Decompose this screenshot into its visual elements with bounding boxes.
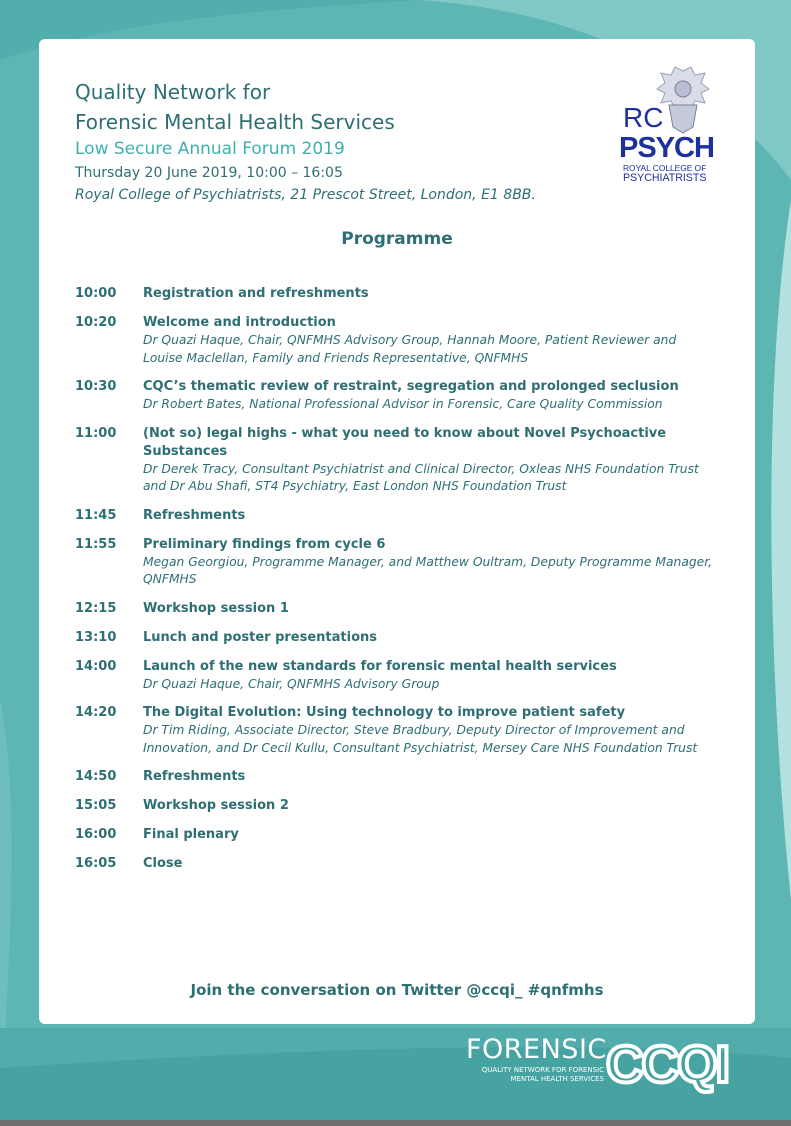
programme-item: [75, 658, 715, 694]
network-title-line1: Quality Network for: [75, 80, 271, 104]
programme-item: [75, 768, 715, 786]
programme-item-speaker: Dr Quazi Haque, Chair, QNFMHS Advisory Group, Hannah Moore, Patient Reviewer and Louise Maclellan, Family and Friends Representative, QNFMHS: [143, 333, 677, 365]
programme-item-time: 10:00: [75, 286, 117, 301]
programme-item-content: [143, 797, 715, 815]
programme-list: [75, 285, 715, 884]
programme-item-time: 10:30: [75, 379, 117, 394]
programme-item-speaker: Dr Derek Tracy, Consultant Psychiatrist and Clinical Director, Oxleas NHS Foundation Trust and Dr Abu Shafi, ST4 Psychiatry, East London NHS Foundation Trust: [143, 461, 699, 493]
logo-psych: PSYCH: [619, 132, 714, 164]
programme-item-content: [143, 600, 715, 618]
event-header: [75, 77, 595, 206]
programme-item-title: The Digital Evolution: Using technology to improve patient safety: [143, 705, 626, 720]
programme-item-content: [143, 285, 715, 303]
forensic-subtitle: QUALITY NETWORK FOR FORENSIC MENTAL HEALTH SERVICES: [481, 1066, 604, 1083]
programme-item: [75, 797, 715, 815]
logo-sub2: PSYCHIATRISTS: [623, 172, 707, 184]
programme-item: [75, 507, 715, 525]
programme-item-title: Workshop session 2: [143, 798, 289, 813]
programme-item-title: Final plenary: [143, 827, 239, 842]
programme-item: [75, 704, 715, 757]
programme-item-content: [143, 826, 715, 844]
programme-item-speaker: Dr Quazi Haque, Chair, QNFMHS Advisory Group: [143, 676, 440, 691]
forensic-wordmark: FORENSIC: [466, 1034, 607, 1065]
programme-item-time: 14:00: [75, 658, 117, 674]
event-name: Low Secure Annual Forum 2019: [75, 139, 345, 159]
programme-item-time: 12:15: [75, 600, 117, 616]
programme-card: [39, 39, 755, 1024]
programme-item-content: [143, 425, 715, 496]
programme-item-title: Registration and refreshments: [143, 286, 369, 301]
programme-item-content: [143, 507, 715, 525]
programme-item-content: [143, 314, 715, 367]
programme-item-time: 16:05: [75, 856, 117, 871]
programme-item: [75, 285, 715, 303]
crest-icon: [657, 67, 709, 133]
programme-item-time: 14:20: [75, 705, 117, 720]
twitter-callout: Join the conversation on Twitter @ccqi_ #qnfmhs: [190, 981, 604, 999]
programme-item: [75, 600, 715, 618]
programme-item-time: 11:55: [75, 536, 117, 552]
event-venue: Royal College of Psychiatrists, 21 Prescot Street, London, E1 8BB.: [75, 187, 536, 203]
programme-item: [75, 855, 715, 873]
ccqi-letters: CCQI: [606, 1036, 728, 1094]
programme-item-content: [143, 536, 715, 589]
ccqi-logo: [606, 1032, 766, 1096]
programme-item-title: Refreshments: [143, 769, 246, 784]
programme-item-speaker: Megan Georgiou, Programme Manager, and Matthew Oultram, Deputy Programme Manager, QNFMHS: [143, 554, 713, 586]
forensic-ccqi-brand: [466, 1034, 766, 1094]
rcpsych-logo: [615, 65, 725, 195]
footer-bottom-bar: [0, 1120, 791, 1126]
programme-item: [75, 826, 715, 844]
programme-item-title: Refreshments: [143, 507, 246, 523]
programme-item-time: 13:10: [75, 629, 117, 645]
programme-item: [75, 314, 715, 367]
programme-item-title: Close: [143, 856, 183, 871]
programme-item-speaker: Dr Robert Bates, National Professional Advisor in Forensic, Care Quality Commission: [143, 397, 663, 411]
programme-item-content: [143, 378, 715, 414]
event-date: Thursday 20 June 2019, 10:00 – 16:05: [75, 165, 343, 181]
programme-item-title: Preliminary findings from cycle 6: [143, 536, 386, 552]
programme-item-title: Lunch and poster presentations: [143, 629, 378, 645]
programme-item-time: 16:00: [75, 827, 117, 842]
programme-item-content: [143, 704, 715, 757]
programme-item: [75, 536, 715, 589]
programme-item-title: Welcome and introduction: [143, 315, 336, 330]
programme-heading: Programme: [341, 229, 453, 249]
programme-item-title: Launch of the new standards for forensic mental health services: [143, 658, 617, 674]
programme-item-time: 10:20: [75, 315, 117, 330]
logo-rc: RC: [623, 102, 664, 133]
programme-item: [75, 425, 715, 496]
programme-item-time: 14:50: [75, 769, 117, 784]
programme-item-time: 11:45: [75, 507, 117, 523]
programme-item-content: [143, 855, 715, 873]
programme-item-title: CQC’s thematic review of restraint, segregation and prolonged seclusion: [143, 379, 679, 394]
programme-item-content: [143, 658, 715, 694]
programme-item-content: [143, 629, 715, 647]
programme-item-time: 15:05: [75, 798, 117, 813]
programme-item-content: [143, 768, 715, 786]
logo-sub1: ROYAL COLLEGE OF: [623, 163, 707, 173]
network-title-line2: Forensic Mental Health Services: [75, 110, 395, 134]
programme-item: [75, 629, 715, 647]
programme-item-speaker: Dr Tim Riding, Associate Director, Steve Bradbury, Deputy Director of Improvement and Innovation, and Dr Cecil Kullu, Consultant Psychiatrist, Mersey Care NHS Foundation Trust: [143, 723, 698, 755]
programme-item-time: 11:00: [75, 425, 117, 441]
programme-item: [75, 378, 715, 414]
programme-item-title: (Not so) legal highs - what you need to know about Novel Psychoactive Substances: [143, 425, 667, 459]
programme-item-title: Workshop session 1: [143, 600, 289, 616]
